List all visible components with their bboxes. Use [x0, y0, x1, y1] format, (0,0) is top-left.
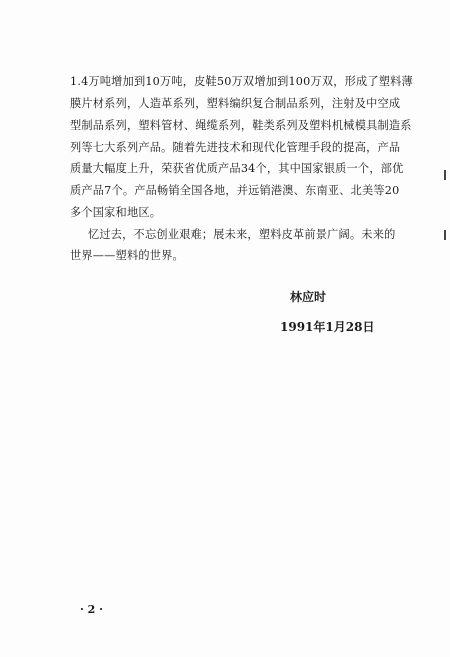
margin-mark-top [444, 170, 446, 180]
paragraph-line-1: 1.4万吨增加到10万吨，皮鞋50万双增加到100万双，形成了塑料薄 [70, 75, 413, 88]
author-signature: 林应时 [290, 290, 327, 304]
paragraph-line-2: 膜片材系列，人造革系列，塑料编织复合制品系列，注射及中空成 [70, 97, 401, 110]
paragraph-line-7: 多个国家和地区。 [70, 206, 162, 219]
paragraph-line-9: 世界——塑料的世界。 [70, 249, 184, 262]
paragraph-line-4: 列等七大系列产品。随着先进技术和现代化管理手段的提高，产品 [70, 141, 401, 154]
paragraph-line-8: 忆过去，不忘创业艰难；展未来，塑料皮革前景广阔。未来的 [88, 228, 396, 241]
paragraph-line-3: 型制品系列，塑料管材、绳缆系列，鞋类系列及塑料机械模具制造系 [70, 119, 412, 132]
paragraph-line-5: 质量大幅度上升，荣获省优质产品34个，其中国家银质一个，部优 [70, 162, 404, 175]
margin-mark-bottom [444, 230, 446, 240]
signature-date: 1991年1月28日 [280, 320, 375, 334]
page-number: · 2 · [80, 603, 103, 616]
paragraph-line-6: 质产品7个。产品畅销全国各地，并远销港澳、东南亚、北美等20 [70, 184, 400, 197]
